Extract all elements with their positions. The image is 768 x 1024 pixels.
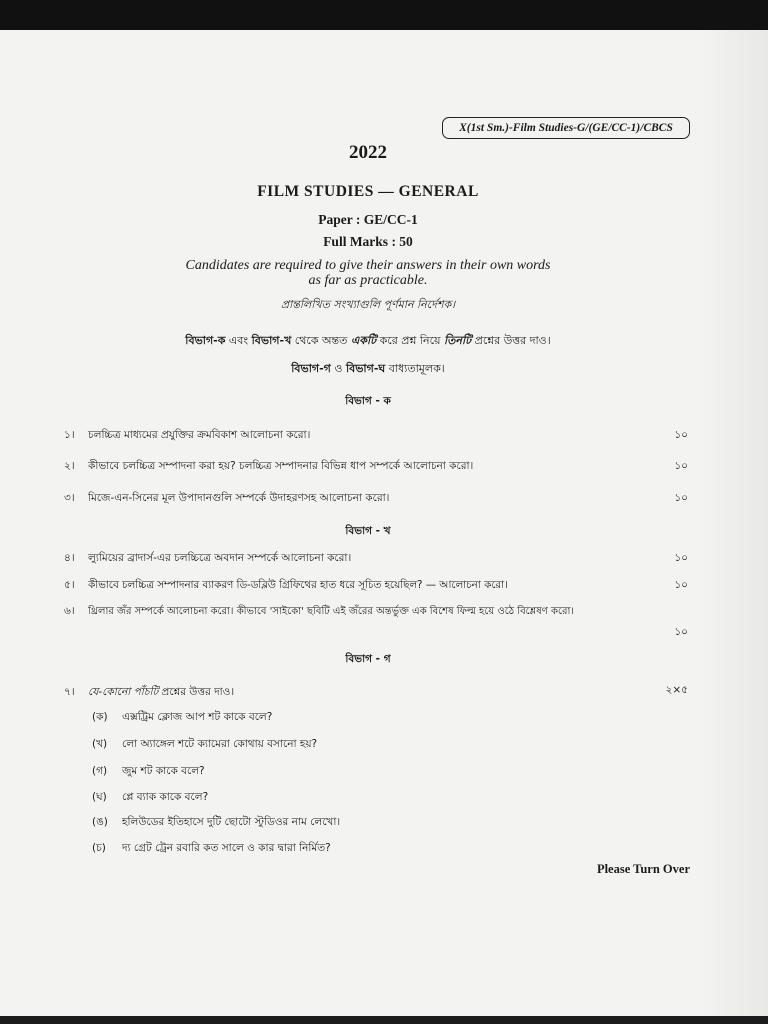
answer-instruction-1 <box>0 332 736 351</box>
subquestion-label: (ক) <box>92 711 108 723</box>
paper-code: Paper : GE/CC-1 <box>318 212 418 227</box>
instr-emphasis: তিনটি <box>444 334 472 347</box>
question-text: চলচ্চিত্র মাধ্যমের প্রযুক্তির ক্রমবিকাশ আলোচনা করো। <box>88 429 311 441</box>
section-kha-ref: বিভাগ-খ <box>251 334 292 347</box>
section-gha-ref: বিভাগ-ঘ <box>345 362 386 375</box>
question-number: ২। <box>64 460 75 472</box>
question-text: ল্যুমিয়ের ব্রাদার্স-এর চলচ্চিত্রে অবদান সম্পর্কে আলোচনা করো। <box>88 552 352 564</box>
subquestion-text: লো অ্যাঙ্গেল শটে ক্যামেরা কোথায় বসানো হয়? <box>122 738 318 750</box>
question-marks: ১০ <box>674 492 688 504</box>
question-text: কীভাবে চলচ্চিত্র সম্পাদনার ব্যাকরণ ডি-ডব্লিউ গ্রিফিথের হাত ধরে সূচিত হয়েছিল? — আলোচনা করো। <box>88 579 508 591</box>
instr-text: থেকে অন্তত <box>291 334 351 347</box>
subquestion-text: দ্য গ্রেট ট্রেন রবারি কত সালে ও কার দ্বারা নির্মিত? <box>122 842 331 854</box>
scan-edge-shade <box>700 30 768 1016</box>
question-number: ৬। <box>64 605 75 617</box>
answer-instruction-2 <box>0 360 736 379</box>
instr-text: বাধ্যতামূলক। <box>385 362 445 375</box>
candidate-instruction <box>0 258 736 288</box>
subquestion-label: (খ) <box>92 738 108 750</box>
instr-text: প্রশ্নের উত্তর দাও। <box>471 334 551 347</box>
instr-text: ও <box>330 362 346 375</box>
question-text <box>88 685 234 702</box>
candidate-instruction-line-1: Candidates are required to give their answers in their own words <box>185 258 551 273</box>
question-emphasis: যে-কোনো পাঁচটি <box>88 686 159 698</box>
question-number: ১। <box>64 429 75 441</box>
question-text: মিজে-এন-সিনের মূল উপাদানগুলি সম্পর্কে উদাহরণসহ আলোচনা করো। <box>88 492 390 504</box>
section-kha-heading: বিভাগ - খ <box>345 525 391 537</box>
subquestion-label: (ঙ) <box>92 816 108 828</box>
subquestion-label: (চ) <box>92 842 106 854</box>
question-marks: ১০ <box>674 626 688 638</box>
question-marks: ১০ <box>674 460 688 472</box>
question-marks: ১০ <box>674 552 688 564</box>
subquestion-label: (গ) <box>92 765 108 777</box>
subquestion-text: প্লে ব্যাক কাকে বলে? <box>122 791 209 803</box>
section-ga-ref: বিভাগ-গ <box>291 362 331 375</box>
question-marks: ২×৫ <box>665 684 688 696</box>
subquestion-text: এক্সট্রিম ক্লোজ আপ শট কাকে বলে? <box>122 711 273 723</box>
candidate-instruction-line-2: as far as practicable. <box>308 273 428 288</box>
subquestion-label: (ঘ) <box>92 791 107 803</box>
instr-emphasis: একটি <box>350 334 377 347</box>
question-number: ৫। <box>64 579 75 591</box>
scan-top-border <box>0 0 768 30</box>
instr-text: করে প্রশ্ন নিয়ে <box>376 334 444 347</box>
question-number: ৪। <box>64 552 75 564</box>
question-number: ৭। <box>64 686 75 698</box>
full-marks: Full Marks : 50 <box>323 234 413 249</box>
section-ka-heading: বিভাগ - ক <box>345 395 391 407</box>
marks-note: প্রান্তলিখিত সংখ্যাগুলি পূর্ণমান নির্দেশক। <box>280 298 456 311</box>
section-ka-ref: বিভাগ-ক <box>185 334 226 347</box>
paper-code-box: X(1st Sm.)-Film Studies-G/(GE/CC-1)/CBCS <box>442 117 690 139</box>
instr-text: এবং <box>225 334 252 347</box>
question-marks: ১০ <box>674 579 688 591</box>
question-text: থ্রিলার জঁর সম্পর্কে আলোচনা করো। কীভাবে 'সাইকো' ছবিটি এই জঁরের অন্তর্ভুক্ত এক বিশেষ ফিল্ম হয়ে ওঠে বিশ্লেষণ করো। <box>88 606 574 617</box>
question-number: ৩। <box>64 492 75 504</box>
please-turn-over: Please Turn Over <box>596 862 690 876</box>
exam-paper-page <box>0 30 768 1016</box>
exam-year: 2022 <box>349 142 387 163</box>
question-marks: ১০ <box>674 429 688 441</box>
question-text-rest: প্রশ্নের উত্তর দাও। <box>158 686 235 698</box>
subquestion-text: হলিউডের ইতিহাসে দুটি ছোটো স্টুডিওর নাম লেখো। <box>122 816 341 828</box>
subject-title: FILM STUDIES — GENERAL <box>257 183 479 200</box>
question-text: কীভাবে চলচ্চিত্র সম্পাদনা করা হয়? চলচ্চিত্র সম্পাদনার বিভিন্ন ধাপ সম্পর্কে আলোচনা করো। <box>88 460 474 472</box>
section-ga-heading: বিভাগ - গ <box>345 653 391 665</box>
subquestion-text: জুম শট কাকে বলে? <box>122 765 205 777</box>
